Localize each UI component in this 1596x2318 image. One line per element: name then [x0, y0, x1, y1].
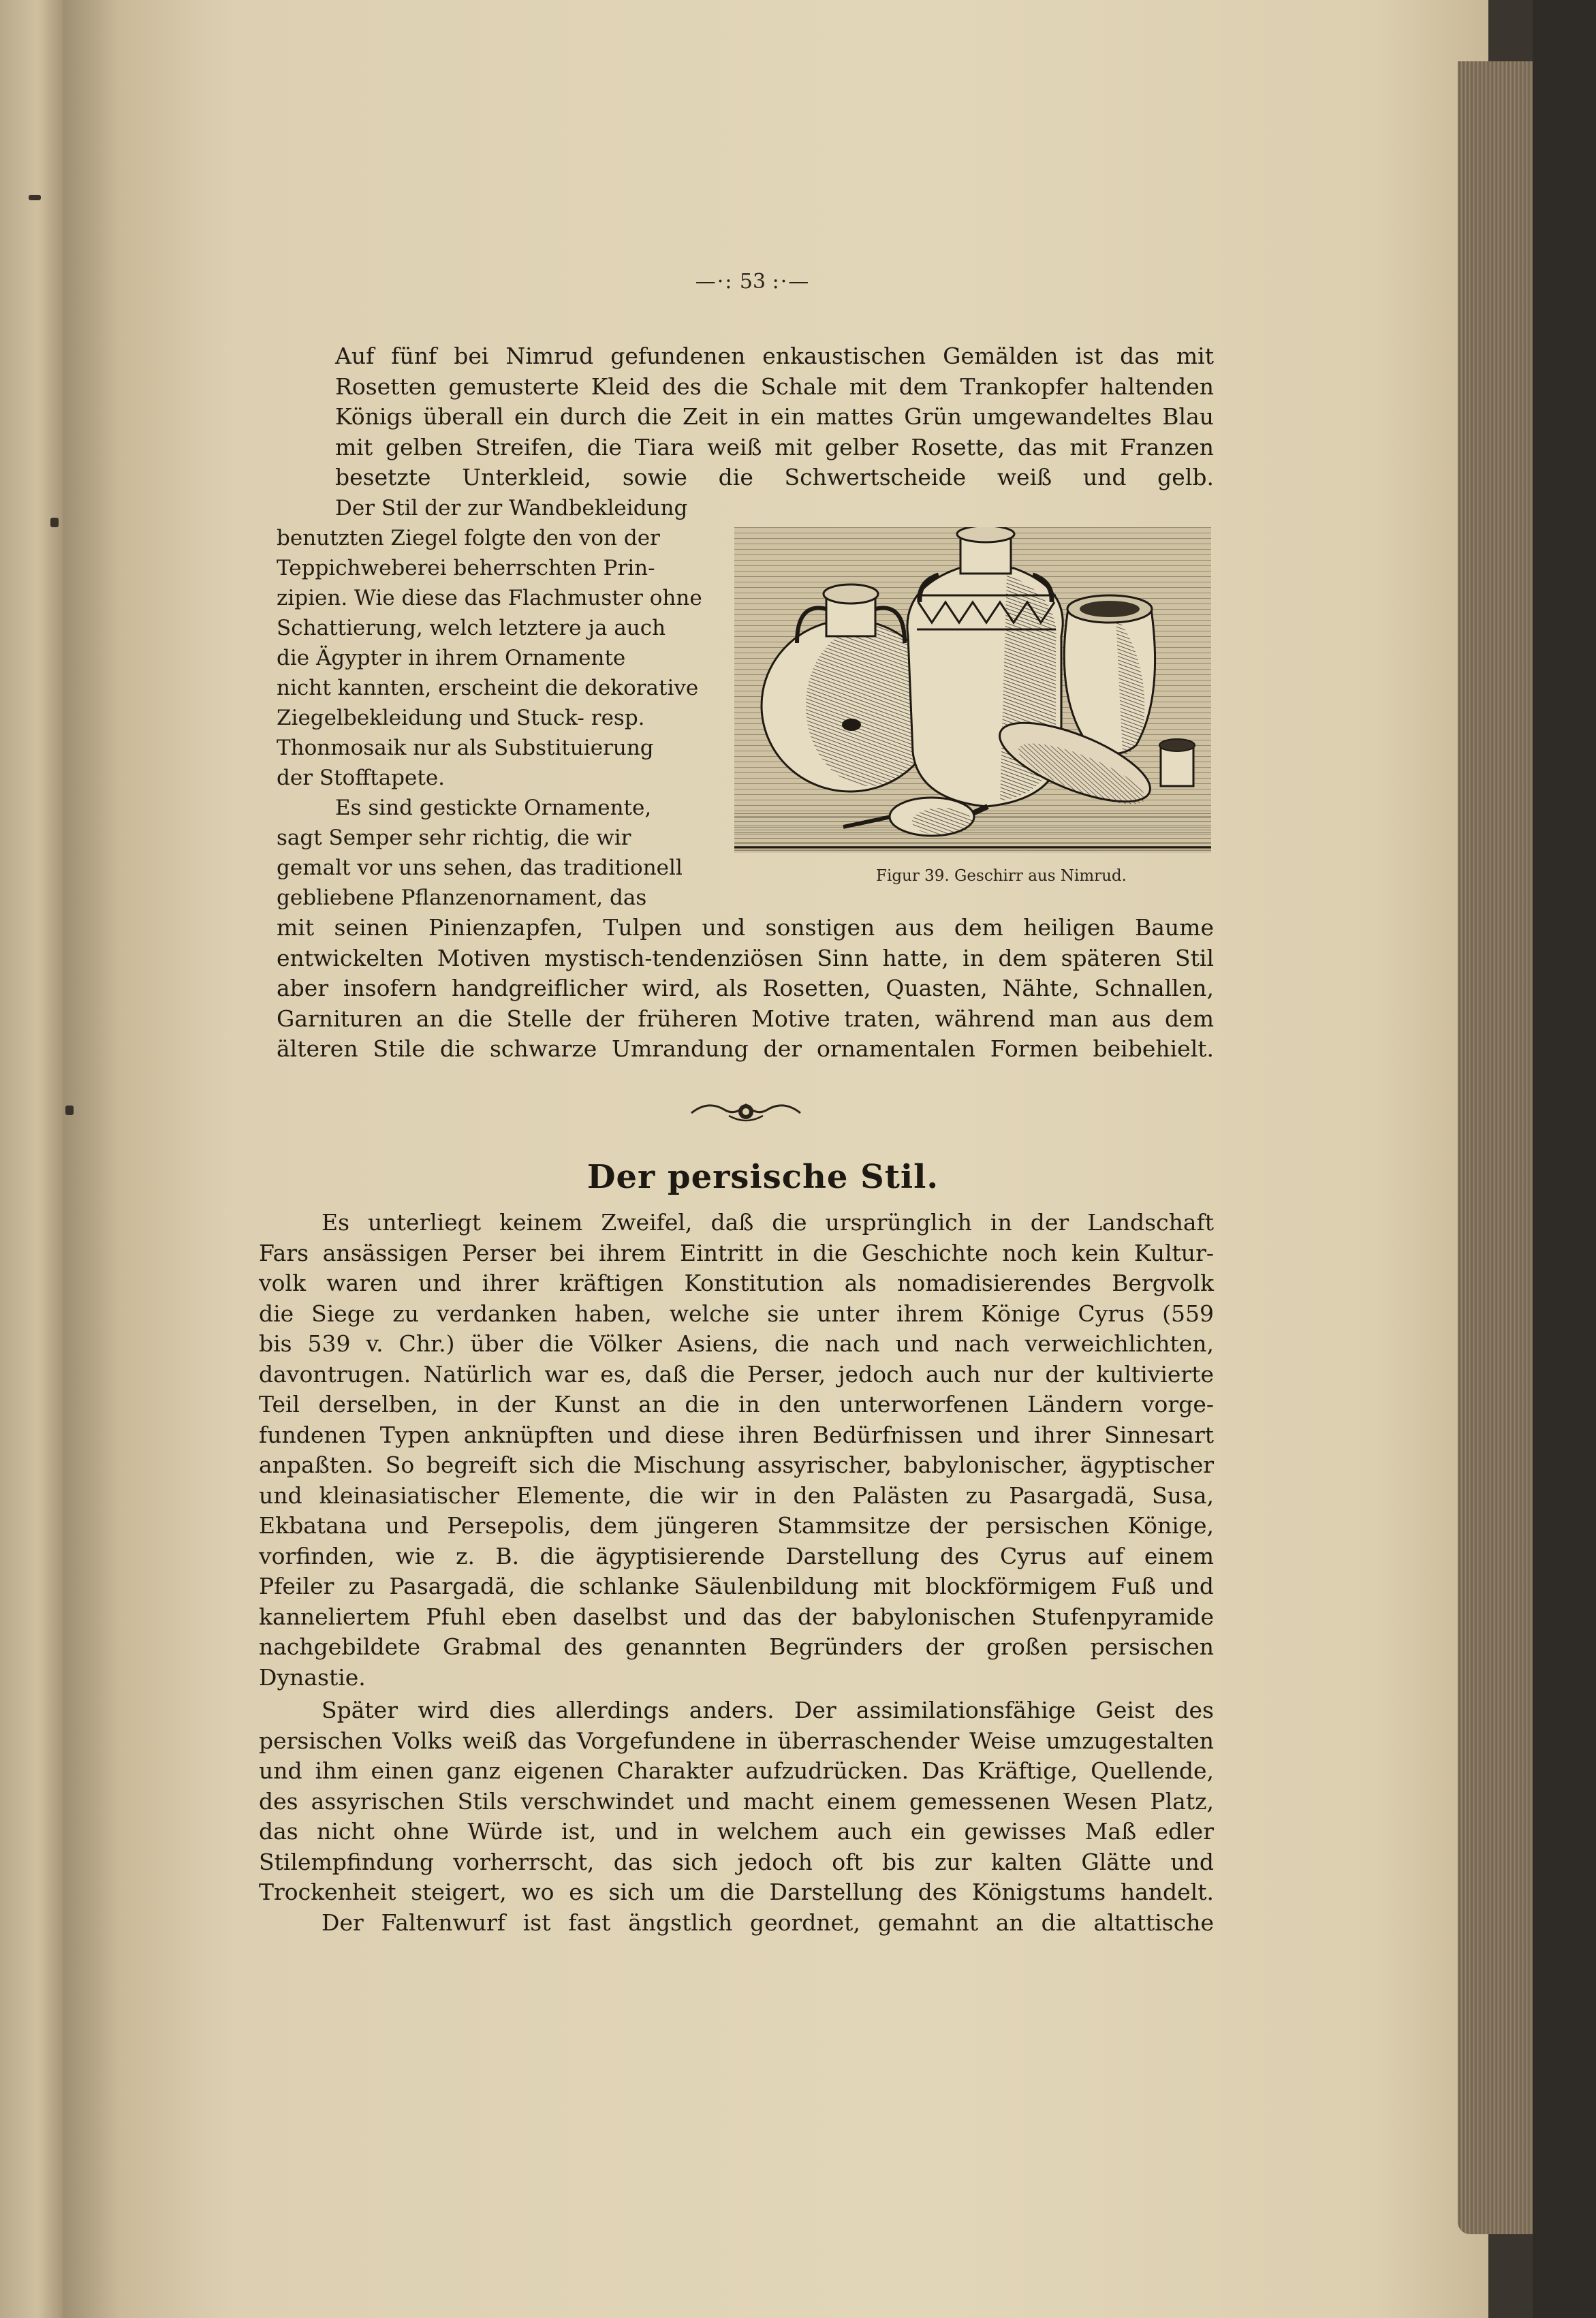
figure-caption: Figur 39. Geschirr aus Nimrud.	[876, 867, 1127, 885]
margin-mark	[50, 518, 59, 527]
text-line: gebliebene Pflanzenornament, das	[277, 886, 647, 910]
paragraph-4	[259, 1208, 1214, 1693]
margin-mark	[65, 1106, 74, 1115]
text-line: persischen Volks weiß das Vorgefundene in überraschender Weise umzugestalten	[259, 1727, 1214, 1754]
text-line: nachgebildete Grabmal des genannten Begründers der großen persischen	[259, 1633, 1214, 1660]
text-line: Es sind gestickte Ornamente,	[335, 796, 652, 820]
figure-39-vessels	[734, 527, 1211, 853]
text-line: Dynastie.	[259, 1663, 366, 1691]
text-line: Fars ansässigen Perser bei ihrem Eintritt in die Geschichte noch kein Kultur-	[259, 1239, 1214, 1266]
text-line: davontrugen. Natürlich war es, daß die Perser, jedoch auch nur der kultivierte	[259, 1360, 1214, 1388]
paragraph-6	[259, 1908, 1214, 1939]
text-line: Trockenheit steigert, wo es sich um die Darstellung des Königstums handelt.	[259, 1879, 1214, 1905]
text-line: die Ägypter in ihrem Ornamente	[277, 646, 626, 670]
text-line: und kleinasiatischer Elemente, die wir in den Palästen zu Pasargadä, Susa,	[259, 1482, 1214, 1509]
text-line: und ihm einen ganz eigenen Charakter aufzudrücken. Das Kräftige, Quellende,	[259, 1757, 1214, 1784]
text-line: Stilempfindung vorherrscht, das sich jedoch oft bis zur kalten Glätte und	[259, 1848, 1214, 1875]
text-line: gemalt vor uns sehen, das traditionell	[277, 856, 683, 880]
paragraph-3-start	[277, 793, 703, 913]
text-line: besetzte Unterkleid, sowie die Schwertscheide weiß und gelb.	[335, 464, 1214, 490]
text-line: entwickelten Motiven mystisch-tendenziösen Sinn hatte, in dem späteren Stil	[277, 944, 1214, 971]
text-line: Ekbatana und Persepolis, dem jüngeren Stammsitze der persischen Könige,	[259, 1512, 1214, 1539]
paragraph-1	[335, 341, 1214, 493]
section-heading: Der persische Stil.	[586, 1158, 939, 1196]
text-line: sagt Semper sehr richtig, die wir	[277, 826, 631, 850]
text-line: Schattierung, welch letztere ja auch	[277, 616, 666, 640]
page-number: —·: 53 :·—	[695, 270, 811, 294]
text-line: vorfinden, wie z. B. die ägyptisierende Darstellung des Cyrus auf einem	[259, 1542, 1214, 1569]
text-line: Der Stil der zur Wandbekleidung	[335, 496, 688, 520]
text-line: Pfeiler zu Pasargadä, die schlanke Säulenbildung mit blockförmigem Fuß und	[259, 1573, 1214, 1599]
page-number-text: 53	[739, 270, 766, 294]
small-cup	[1159, 739, 1195, 786]
text-line: Der Faltenwurf ist fast ängstlich geordnet, gemahnt an die altattische	[322, 1909, 1214, 1936]
book-cover	[1533, 0, 1596, 2318]
page-stack-edges	[1458, 61, 1533, 2234]
text-line: älteren Stile die schwarze Umrandung der ornamentalen Formen beibehielt.	[277, 1035, 1214, 1062]
text-line: fundenen Typen anknüpften und diese ihren Bedürfnissen und ihrer Sinnesart	[259, 1421, 1214, 1448]
text-line: Thonmosaik nur als Substituierung	[277, 736, 654, 760]
text-line: Ziegelbekleidung und Stuck- resp.	[277, 706, 645, 730]
text-line: Auf fünf bei Nimrud gefundenen enkaustischen Gemälden ist das mit	[335, 343, 1214, 369]
paragraph-3-continued	[277, 913, 1214, 1065]
text-line: aber insofern handgreiflicher wird, als Rosetten, Quasten, Nähte, Schnallen,	[277, 975, 1214, 1001]
text-line: kanneliertem Pfuhl eben daselbst und das der babylonischen Stufenpyramide	[259, 1603, 1214, 1630]
paragraph-2	[277, 493, 703, 793]
text-line: Teil derselben, in der Kunst an die in den unterworfenen Ländern vorge-	[259, 1391, 1214, 1418]
text-line: der Stofftapete.	[277, 766, 445, 790]
text-line: Rosetten gemusterte Kleid des die Schale mit dem Trankopfer haltenden	[335, 373, 1214, 400]
text-line: anpaßten. So begreift sich die Mischung assyrischer, babylonischer, ägyptischer	[259, 1452, 1214, 1478]
text-line: benutzten Ziegel folgte den von der	[277, 526, 660, 550]
text-line: Teppichweberei beherrschten Prin-	[277, 556, 655, 580]
margin-mark	[29, 195, 41, 200]
text-line: nicht kannten, erscheint die dekorative	[277, 676, 699, 700]
text-line: Später wird dies allerdings anders. Der assimilationsfähige Geist des	[322, 1697, 1214, 1723]
text-line: Es unterliegt keinem Zweifel, daß die ursprünglich in der Landschaft	[322, 1209, 1214, 1236]
text-line: des assyrischen Stils verschwindet und macht einem gemessenen Wesen Platz,	[259, 1787, 1214, 1815]
text-line: das nicht ohne Würde ist, und in welchem auch ein gewisses Maß edler	[259, 1818, 1214, 1845]
text-line: Garnituren an die Stelle der früheren Motive traten, während man aus dem	[277, 1005, 1214, 1032]
left-page-edge	[0, 0, 63, 2318]
text-line: Königs überall ein durch die Zeit in ein mattes Grün umgewandeltes Blau	[335, 403, 1214, 430]
decorative-ornament	[688, 1095, 804, 1127]
text-line: mit seinen Pinienzapfen, Tulpen und sonstigen aus dem heiligen Baume	[277, 914, 1214, 941]
text-line: zipien. Wie diese das Flachmuster ohne	[277, 586, 702, 610]
text-line: bis 539 v. Chr.) über die Völker Asiens, die nach und nach verweichlichten,	[259, 1330, 1214, 1357]
text-line: die Siege zu verdanken haben, welche sie unter ihrem Könige Cyrus (559	[259, 1300, 1214, 1327]
text-line: volk waren und ihrer kräftigen Konstitution als nomadisierendes Bergvolk	[259, 1270, 1214, 1296]
paragraph-5	[259, 1695, 1214, 1908]
text-line: mit gelben Streifen, die Tiara weiß mit gelber Rosette, das mit Franzen	[335, 433, 1214, 460]
